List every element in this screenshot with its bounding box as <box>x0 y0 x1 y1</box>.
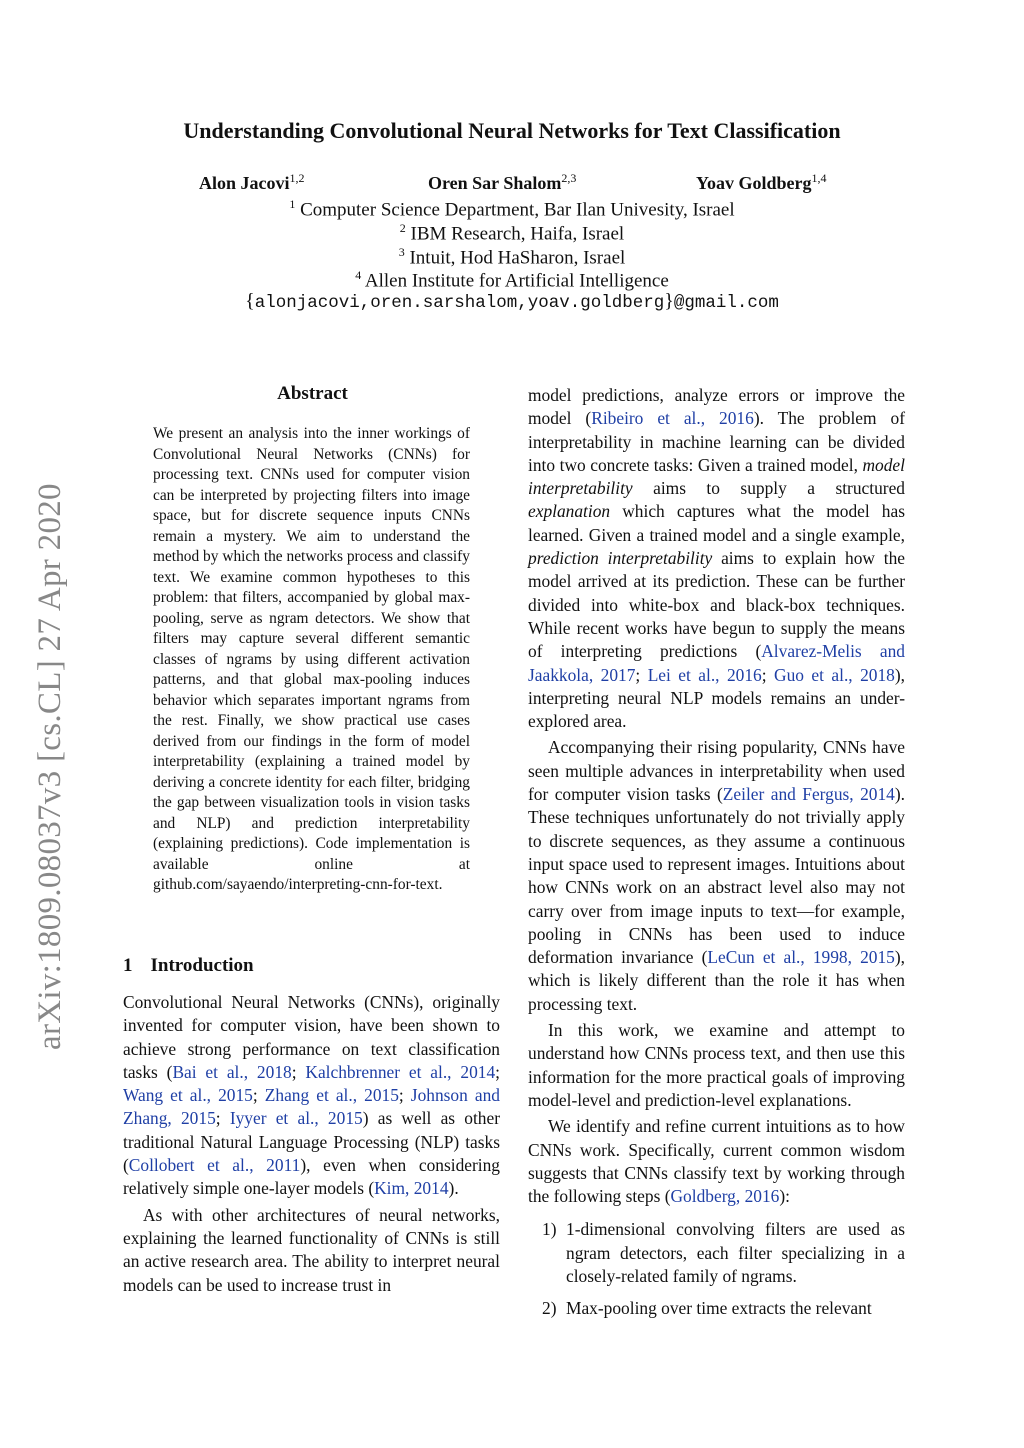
paragraph-text: ), which is likely different than the role it has when processing text. <box>528 947 905 1014</box>
affiliation-text: Allen Institute for Artificial Intelligence <box>364 270 669 292</box>
citation-link[interactable]: Kalchbrenner et al., 2014 <box>305 1061 496 1082</box>
author-3 <box>696 171 827 194</box>
section-heading-introduction <box>123 955 254 977</box>
affiliation-mark: 3 <box>398 245 405 259</box>
affiliation-mark: 1 <box>289 197 296 211</box>
paragraph-text: ; <box>398 1085 411 1106</box>
paragraph-text: Convolutional Neural Networks (CNNs), originally invented for computer vision, have been shown to achieve strong performance on text classification tasks ( <box>123 992 500 1082</box>
citation-link[interactable]: Bai et al., 2018 <box>172 1061 292 1082</box>
emphasis-text: model interpretability <box>528 454 905 499</box>
section-title: Introduction <box>150 955 254 976</box>
affiliation-4 <box>0 268 1024 292</box>
paragraph-text: We identify and refine current intuitions as to how CNNs work. Specifically, current common wisdom suggests that CNNs classify text by working through the following steps ( <box>528 1116 905 1207</box>
intro-paragraph-6 <box>528 1115 905 1208</box>
paragraph-text: ; <box>291 1061 306 1082</box>
paragraph-text: ): <box>779 1186 790 1207</box>
paragraph-text: ; <box>495 1061 501 1082</box>
emphasis-text: explanation <box>528 501 611 522</box>
paragraph-text: model predictions, analyze errors or improve the model ( <box>528 385 905 429</box>
list-marker: 2) <box>542 1298 557 1319</box>
paragraph-text: Accompanying their rising popularity, CNNs have seen multiple advances in interpretability when used for computer vision tasks ( <box>528 737 905 805</box>
paragraph-text: aims to explain how the model arrived at its prediction. These can be further divided into white-box and black-box techniques. While recent works have begun to supply the means of interpreting predictions ( <box>528 548 905 662</box>
paragraph-text: ; <box>215 1108 230 1129</box>
paragraph-text: which captures what the model has learned. Given a trained model and a single example, <box>528 501 905 545</box>
affiliation-3 <box>0 245 1024 269</box>
paragraph-text: ). These techniques unfortunately do not trivially apply to discrete sequences, as they assume a continuous input space used to represent images. Intuitions about how CNNs work on an abstract level also may not carry over from image inputs to text—for example, pooling in CNNs has been used to induce deformation invariance ( <box>528 784 905 968</box>
paragraph-text: aims to supply a structured <box>632 478 905 499</box>
list-item-text: 1-dimensional convolving filters are used as ngram detectors, each filter specializing in a closely-related family of ngrams. <box>566 1219 905 1286</box>
email-brace-open: { <box>245 290 255 312</box>
author-name: Oren Sar Shalom <box>428 173 562 193</box>
paper-title: Understanding Convolutional Neural Networks for Text Classification <box>183 118 841 143</box>
paragraph-text: ). The problem of interpretability in machine learning can be divided into two concrete tasks: Given a trained model, <box>528 408 905 475</box>
citation-link[interactable]: Lei et al., 2016 <box>647 664 762 685</box>
citation-link[interactable]: Iyyer et al., 2015 <box>229 1108 363 1129</box>
emphasis-text: prediction interpretability <box>528 548 713 569</box>
intro-paragraph-5: In this work, we examine and attempt to understand how CNNs process text, and then use this information for the more practical goals of improving model-level and prediction-level explanations. <box>528 1020 905 1110</box>
list-item <box>528 1297 905 1320</box>
list-marker: 1) <box>542 1219 557 1240</box>
list-item-text: Max-pooling over time extracts the relevant <box>566 1298 872 1319</box>
section-number: 1 <box>123 955 133 976</box>
author-2 <box>428 171 576 194</box>
author-affiliation-marks: 2,3 <box>561 171 577 185</box>
right-column-body <box>528 384 905 1330</box>
email-usernames: alonjacovi,oren.sarshalom,yoav.goldberg <box>254 293 665 313</box>
email-domain: @gmail.com <box>673 293 779 313</box>
intro-paragraph-4 <box>528 736 905 1016</box>
citation-link[interactable]: Zeiler and Fergus, 2014 <box>722 784 895 805</box>
author-affiliation-marks: 1,4 <box>811 171 827 185</box>
citation-link[interactable]: Zhang et al., 2015 <box>264 1085 399 1106</box>
paragraph-text: ). <box>448 1178 459 1199</box>
abstract-text: We present an analysis into the inner workings of Convolutional Neural Networks (CNNs) for processing text. CNNs used for computer vision can be interpreted by projecting filters into image space, but for discrete sequence inputs CNNs remain a mystery. We aim to understand the method by which the networks process and classify text. We examine common hypotheses to this problem: that filters, accompanied by global max-pooling, serve as ngram detectors. We show that filters may capture several different semantic classes of ngrams by using different activation patterns, and that global max-pooling induces behavior which separates important ngrams from the rest. Finally, we show practical use cases derived from our findings in the form of model interpretability (explaining a trained model by deriving a concrete identity for each filter, bridging the gap between visualization tools in vision tasks and NLP) and prediction interpretability (explaining predictions). Code implementation is available online at github.com/sayaendo/interpreting-cnn-for-text. <box>153 425 470 893</box>
citation-link[interactable]: Wang et al., 2015 <box>123 1085 253 1106</box>
author-emails <box>0 290 1024 313</box>
citation-link[interactable]: LeCun et al., 1998, 2015 <box>707 947 895 968</box>
author-name: Yoav Goldberg <box>696 173 812 193</box>
affiliation-text: Computer Science Department, Bar Ilan Univesity, Israel <box>300 199 735 221</box>
citation-link[interactable]: Guo et al., 2018 <box>774 664 895 685</box>
citation-link[interactable]: Goldberg, 2016 <box>670 1186 780 1207</box>
paragraph-text: ) as well as other traditional Natural Language Processing (NLP) tasks ( <box>123 1108 500 1176</box>
paragraph-text: ; <box>761 664 775 685</box>
intro-paragraph-3 <box>528 384 905 733</box>
paragraph-text: ; <box>252 1085 265 1106</box>
author-name: Alon Jacovi <box>199 173 290 193</box>
intro-paragraph-1 <box>123 991 500 1201</box>
cnn-steps-list <box>528 1218 905 1320</box>
affiliation-text: Intuit, Hod HaSharon, Israel <box>409 247 626 269</box>
affiliation-mark: 4 <box>355 268 362 282</box>
author-affiliation-marks: 1,2 <box>289 171 305 185</box>
affiliation-1 <box>0 197 1024 221</box>
paragraph-text: ; <box>635 664 648 685</box>
affiliation-2 <box>0 221 1024 245</box>
paragraph-text: ), interpreting neural NLP models remains an under-explored area. <box>528 664 906 732</box>
affiliation-mark: 2 <box>399 221 406 235</box>
intro-paragraph-2: As with other architectures of neural networks, explaining the learned functionality of CNNs is still an active research area. The ability to interpret neural models can be used to increase trust in <box>123 1204 500 1295</box>
paragraph-text: ), even when considering relatively simple one-layer models ( <box>123 1155 500 1199</box>
left-column-body <box>123 991 500 1297</box>
email-brace-close: } <box>664 290 674 312</box>
affiliation-text: IBM Research, Haifa, Israel <box>410 223 625 245</box>
abstract-heading: Abstract <box>277 383 348 404</box>
citation-link[interactable]: Alvarez-Melis and Jaakkola, 2017 <box>528 641 905 685</box>
arxiv-identifier-text: arXiv:1809.08037v3 [cs.CL] 27 Apr 2020 <box>32 483 68 1050</box>
author-1 <box>199 171 305 194</box>
citation-link[interactable]: Collobert et al., 2011 <box>128 1155 301 1176</box>
citation-link[interactable]: Johnson and Zhang, 2015 <box>123 1085 500 1129</box>
citation-link[interactable]: Kim, 2014 <box>374 1178 449 1199</box>
arxiv-identifier-stamp <box>28 450 72 1050</box>
citation-link[interactable]: Ribeiro et al., 2016 <box>591 408 754 429</box>
list-item <box>528 1218 905 1288</box>
